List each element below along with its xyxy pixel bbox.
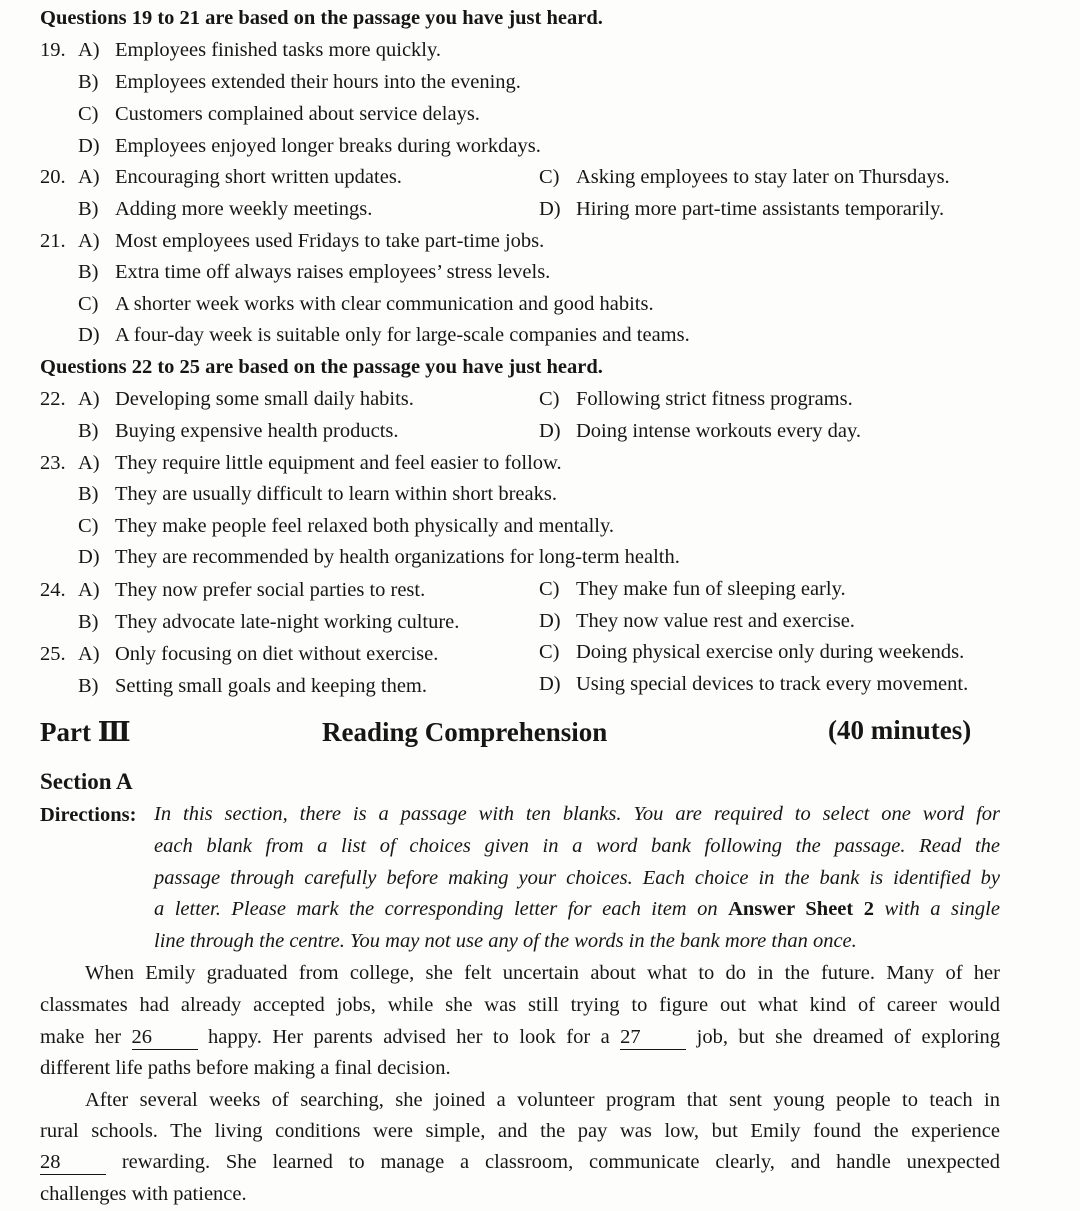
option-label: A) [78, 230, 100, 252]
passage-line [40, 1022, 1000, 1052]
blank-28: 28 [40, 1150, 106, 1175]
option-label: D) [78, 546, 100, 568]
option-c: Doing physical exercise only during weekends. [576, 641, 965, 663]
option-b: Adding more weekly meetings. [115, 198, 373, 220]
option-label: A) [78, 452, 100, 474]
option-label: B) [78, 71, 99, 93]
directions-line: line through the centre. You may not use any of the words in the bank more than once. [154, 930, 857, 952]
passage-text: rewarding. She learned to manage a classroom, communicate clearly, and handle unexpected [121, 1151, 1000, 1173]
option-label: B) [78, 611, 99, 633]
answer-sheet-ref: Answer Sheet 2 [728, 898, 874, 920]
question-number: 22. [40, 388, 66, 410]
option-label: C) [539, 388, 560, 410]
part-name: Part Ⅲ [40, 717, 131, 747]
passage-text: job, but she dreamed of exploring [696, 1026, 1001, 1048]
passage-line: challenges with patience. [40, 1183, 247, 1205]
option-label: C) [539, 578, 560, 600]
option-a: Employees finished tasks more quickly. [115, 39, 442, 61]
passage-line: After several weeks of searching, she joined a volunteer program that sent young people to teach in [85, 1089, 1000, 1111]
option-b: Setting small goals and keeping them. [115, 675, 428, 697]
directions-text: a letter. Please mark the corresponding letter for each item on [154, 898, 729, 920]
question-number: 20. [40, 166, 66, 188]
section-title: Section A [40, 769, 133, 794]
directions-text: with a single [873, 898, 1000, 920]
question-number: 24. [40, 579, 66, 601]
option-label: D) [539, 420, 561, 442]
option-d: Hiring more part-time assistants temporarily. [576, 198, 945, 220]
option-c: Following strict fitness programs. [576, 388, 853, 410]
option-label: C) [78, 515, 99, 537]
option-label: D) [539, 198, 561, 220]
passage-line: When Emily graduated from college, she felt uncertain about what to do in the future. Many of her [85, 962, 1000, 984]
directions-line: each blank from a list of choices given in a word bank following the passage. Read the [154, 835, 1000, 857]
option-d: Employees enjoyed longer breaks during workdays. [115, 135, 541, 157]
option-label: A) [78, 579, 100, 601]
question-number: 21. [40, 230, 66, 252]
option-c: They make fun of sleeping early. [576, 578, 846, 600]
option-label: D) [539, 673, 561, 695]
passage-line: rural schools. The living conditions were simple, and the pay was low, but Emily found the experience [40, 1120, 1000, 1142]
heading-questions-19-21: Questions 19 to 21 are based on the passage you have just heard. [40, 7, 603, 29]
blank-27: 27 [620, 1025, 686, 1050]
option-a: Most employees used Fridays to take part-time jobs. [115, 230, 545, 252]
option-label: B) [78, 483, 99, 505]
directions-label: Directions: [40, 804, 137, 826]
passage-line: different life paths before making a final decision. [40, 1057, 451, 1079]
option-label: A) [78, 39, 100, 61]
option-c: Customers complained about service delays. [115, 103, 480, 125]
option-d: They now value rest and exercise. [576, 610, 855, 632]
option-label: C) [78, 293, 99, 315]
option-label: B) [78, 198, 99, 220]
part-title: Reading Comprehension [322, 717, 608, 747]
option-label: C) [539, 641, 560, 663]
option-label: D) [78, 135, 100, 157]
option-b: They advocate late-night working culture. [115, 611, 460, 633]
option-b: Extra time off always raises employees’ stress levels. [115, 261, 551, 283]
option-c: They make people feel relaxed both physically and mentally. [115, 515, 615, 537]
option-a: Only focusing on diet without exercise. [115, 643, 439, 665]
option-label: B) [78, 261, 99, 283]
option-a: Developing some small daily habits. [115, 388, 414, 410]
option-a: Encouraging short written updates. [115, 166, 402, 188]
option-label: C) [78, 103, 99, 125]
passage-line: classmates had already accepted jobs, while she was still trying to figure out what kind of career would [40, 994, 1000, 1016]
question-number: 23. [40, 452, 66, 474]
option-a: They require little equipment and feel easier to follow. [115, 452, 562, 474]
option-label: A) [78, 388, 100, 410]
question-number: 25. [40, 643, 66, 665]
option-a: They now prefer social parties to rest. [115, 579, 426, 601]
option-label: B) [78, 675, 99, 697]
option-label: C) [539, 166, 560, 188]
option-c: A shorter week works with clear communication and good habits. [115, 293, 654, 315]
passage-text: happy. Her parents advised her to look for a [207, 1026, 610, 1048]
option-d: A four-day week is suitable only for large-scale companies and teams. [115, 324, 690, 346]
option-b: Buying expensive health products. [115, 420, 399, 442]
option-label: D) [539, 610, 561, 632]
directions-line: In this section, there is a passage with ten blanks. You are required to select one word for [154, 803, 1000, 825]
option-label: B) [78, 420, 99, 442]
option-d: Doing intense workouts every day. [576, 420, 862, 442]
option-label: D) [78, 324, 100, 346]
directions-line [154, 894, 1000, 924]
question-number: 19. [40, 39, 66, 61]
option-d: They are recommended by health organizations for long-term health. [115, 546, 680, 568]
option-d: Using special devices to track every movement. [576, 673, 969, 695]
directions-line: passage through carefully before making your choices. Each choice in the bank is identified by [154, 867, 1000, 889]
heading-questions-22-25: Questions 22 to 25 are based on the passage you have just heard. [40, 356, 603, 378]
option-label: A) [78, 166, 100, 188]
option-b: Employees extended their hours into the evening. [115, 71, 521, 93]
option-label: A) [78, 643, 100, 665]
blank-26: 26 [132, 1025, 198, 1050]
option-b: They are usually difficult to learn within short breaks. [115, 483, 557, 505]
option-c: Asking employees to stay later on Thursdays. [576, 166, 950, 188]
passage-line [40, 1147, 1000, 1177]
passage-text: make her [40, 1026, 122, 1048]
part-time: (40 minutes) [828, 715, 972, 745]
